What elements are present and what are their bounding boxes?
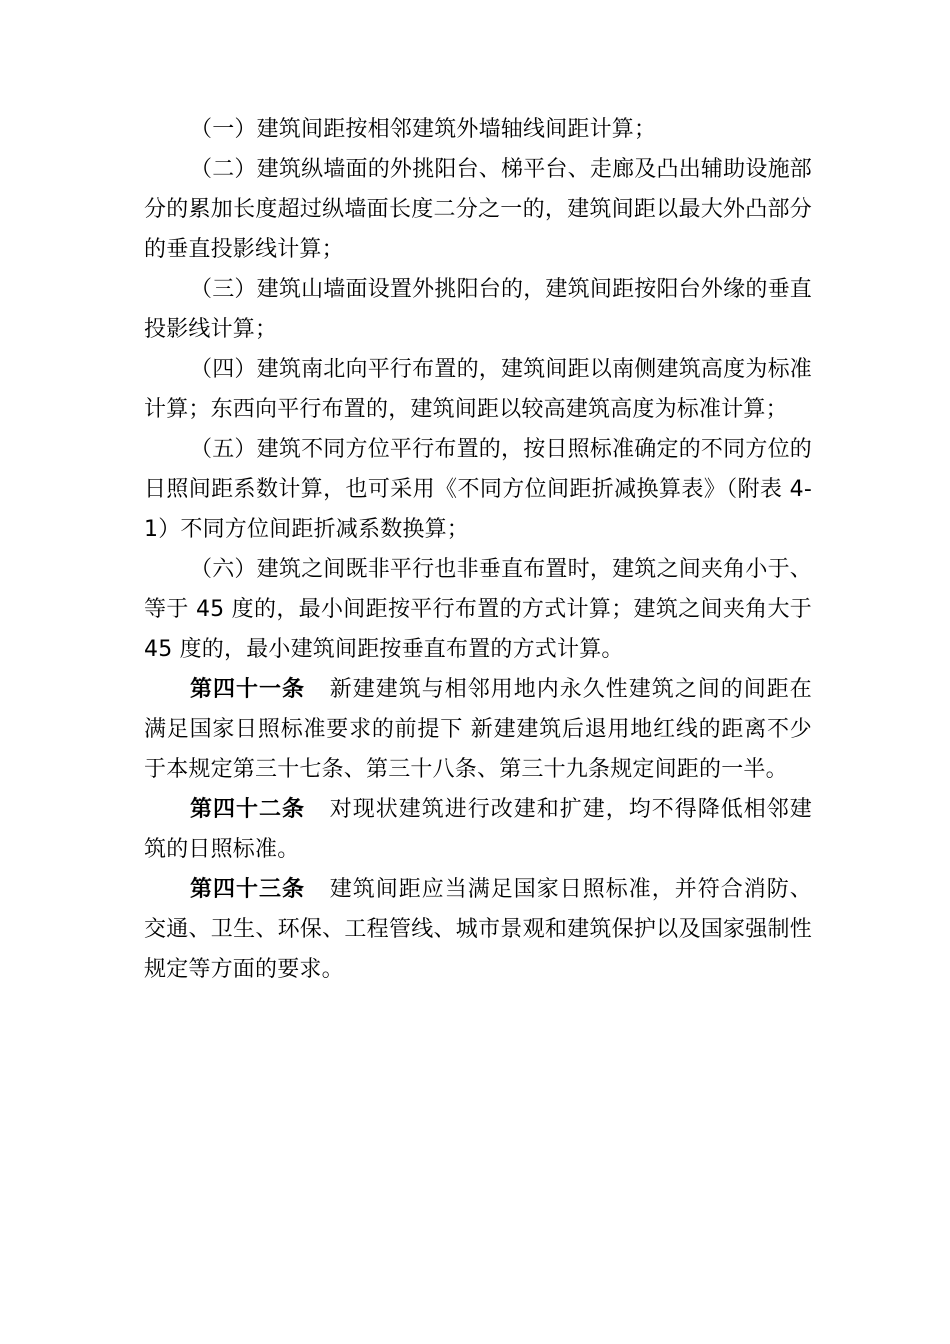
- clause-5: （五）建筑不同方位平行布置的，按日照标准确定的不同方位的日照间距系数计算，也可采用《不同方位间距折减换算表》（附表 4-1）不同方位间距折减系数换算；: [144, 437, 812, 542]
- article-43: [144, 870, 812, 990]
- article-41: [144, 670, 812, 790]
- clause-1: （一）建筑间距按相邻建筑外墙轴线间距计算；: [190, 117, 657, 142]
- article-41-text: 新建建筑与相邻用地内永久性建筑之间的间距在满足国家日照标准要求的前提下 新建建筑后退用地红线的距离不少于本规定第三十七条、第三十八条、第三十九条规定间距的一半。: [144, 677, 812, 782]
- clause-6: （六）建筑之间既非平行也非垂直布置时，建筑之间夹角小于、等于 45 度的，最小间距按平行布置的方式计算；建筑之间夹角大于 45 度的，最小建筑间距按垂直布置的方式计算。: [144, 557, 812, 662]
- article-43-text: 建筑间距应当满足国家日照标准，并符合消防、交通、卫生、环保、工程管线、城市景观和建筑保护以及国家强制性规定等方面的要求。: [144, 877, 812, 982]
- article-42-text: 对现状建筑进行改建和扩建，均不得降低相邻建筑的日照标准。: [144, 797, 812, 862]
- article-42: [144, 790, 812, 870]
- clause-3: （三）建筑山墙面设置外挑阳台的，建筑间距按阳台外缘的垂直投影线计算；: [144, 277, 812, 342]
- article-43-number: 第四十三条: [190, 877, 305, 902]
- article-42-number: 第四十二条: [190, 797, 305, 822]
- clause-4: （四）建筑南北向平行布置的，建筑间距以南侧建筑高度为标准计算；东西向平行布置的，建筑间距以较高建筑高度为标准计算；: [144, 357, 812, 422]
- document-body: [144, 110, 812, 990]
- clause-2: （二）建筑纵墙面的外挑阳台、梯平台、走廊及凸出辅助设施部分的累加长度超过纵墙面长度二分之一的，建筑间距以最大外凸部分的垂直投影线计算；: [144, 157, 812, 262]
- article-41-number: 第四十一条: [190, 677, 305, 702]
